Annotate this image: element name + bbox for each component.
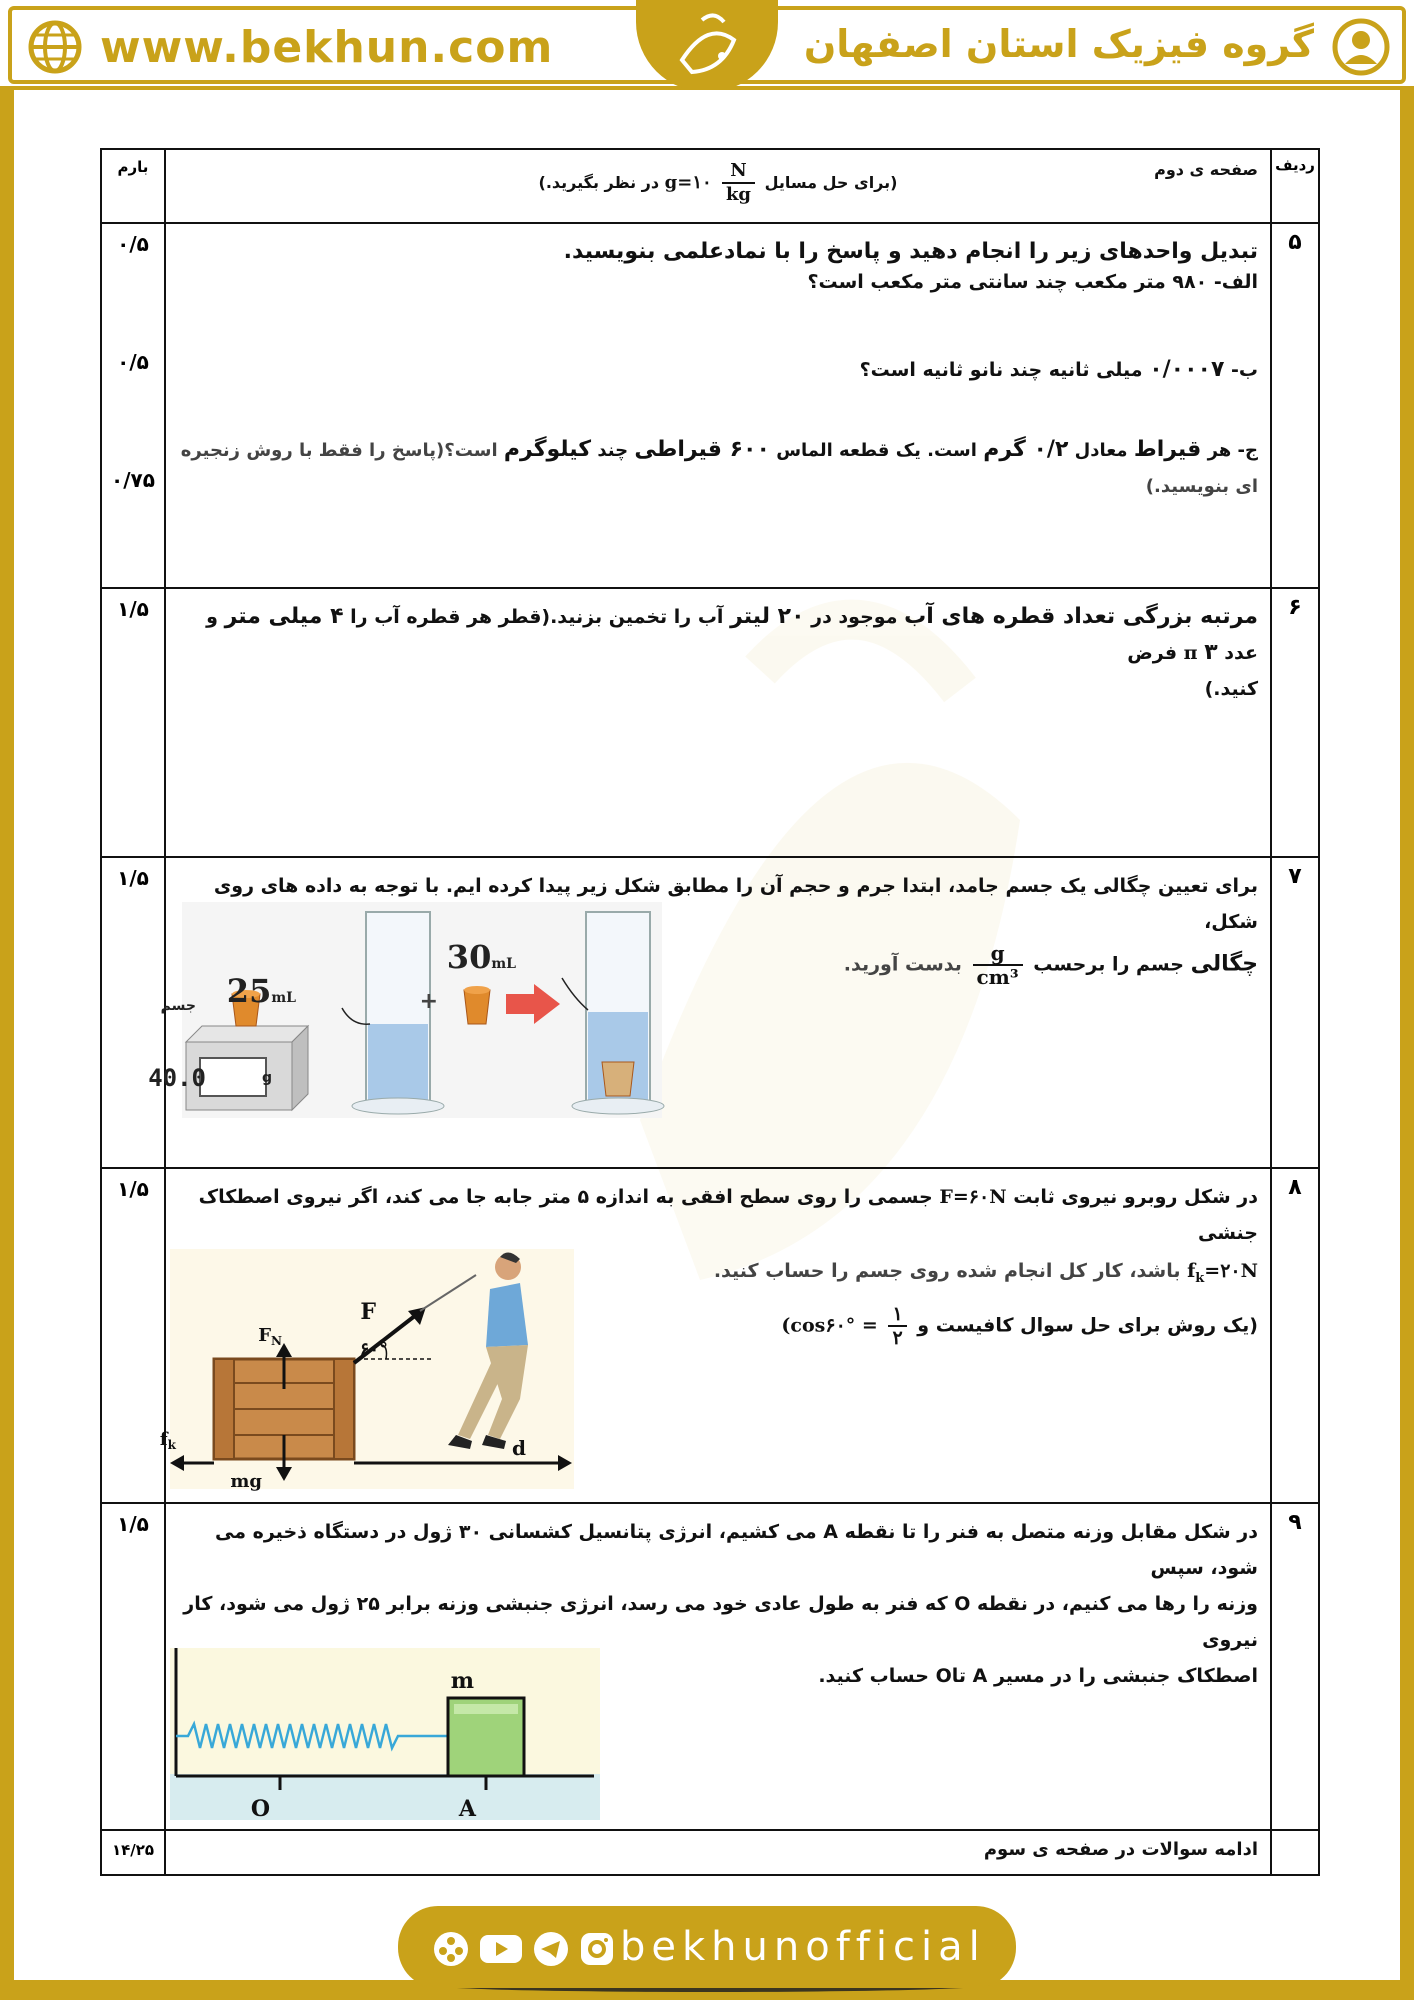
q5-b-post: میلی ثانیه چند نانو ثانیه است؟	[859, 359, 1143, 381]
empty-number-cell	[1271, 1830, 1319, 1875]
mass-label: m	[450, 1668, 474, 1694]
q8-l1-a: در شکل روبرو نیروی ثابت	[1013, 1186, 1258, 1208]
user-icon	[1332, 18, 1390, 76]
q7-unit-fraction	[973, 942, 1023, 988]
q6-t7: ۳	[1204, 640, 1218, 665]
q7-line1: برای تعیین چگالی یک جسم جامد، ابتدا جرم و حجم آن را مطابق شکل زیر پیدا کرده ایم. با توجه به داده های روی شکل،	[213, 875, 1258, 933]
q5-b-value: ۰/۰۰۰۷	[1149, 357, 1225, 382]
q5-score-c: ۰/۷۵	[111, 468, 155, 492]
youtube-icon[interactable]	[478, 1930, 524, 1968]
q8-l2-c: باشد، کار کل انجام شده روی جسم را حساب کنید.	[713, 1260, 1181, 1282]
plus-sign: +	[419, 989, 438, 1014]
continuation-text: ادامه سوالات در صفحه ی سوم	[165, 1830, 1271, 1875]
site-url[interactable]: www.bekhun.com	[100, 22, 554, 73]
q7-density: چگالی	[1190, 951, 1258, 977]
question-5-body	[165, 223, 1271, 588]
q8-force: F=۶۰N	[939, 1186, 1007, 1208]
q6-t9: فرض	[1127, 642, 1178, 664]
question-6-score: ۱/۵	[101, 588, 165, 857]
q8-l3-b: = cos۶۰°)	[781, 1314, 878, 1337]
question-number: ۹	[1271, 1503, 1319, 1830]
q5-c-3: معادل	[1074, 440, 1128, 461]
scale-reading: 40.0	[148, 1064, 206, 1092]
g-value: g=۱۰	[664, 172, 712, 193]
q5-score-a: ۰/۵	[117, 232, 149, 256]
q9-figure	[170, 1648, 600, 1820]
q6-text	[178, 599, 1258, 707]
top-banner	[0, 0, 1414, 90]
weight-label: mg	[230, 1471, 262, 1492]
q8-figure	[159, 1249, 574, 1492]
score-label-header: بارم	[101, 149, 165, 223]
question-row-8	[101, 1168, 1319, 1503]
q8-line1	[178, 1179, 1258, 1251]
q6-t10: کنید.)	[1204, 678, 1258, 700]
q5-part-a: الف- ۹۸۰ متر مکعب چند سانتی متر مکعب است؟	[807, 271, 1258, 293]
question-7-score: ۱/۵	[101, 857, 165, 1168]
q8-half-fraction: $\frac{۱}{۲}$	[888, 1303, 906, 1349]
g-unit-fraction	[722, 160, 755, 206]
question-9-body	[165, 1503, 1271, 1830]
point-A-label: A	[458, 1796, 476, 1822]
g-note	[178, 156, 1258, 206]
q7-unit-num: g	[973, 942, 1023, 966]
continuation-row	[101, 1830, 1319, 1875]
q7-l2-b: جسم را برحسب	[1033, 953, 1184, 976]
question-number: ۶	[1271, 588, 1319, 857]
total-score: ۱۴/۲۵	[101, 1830, 165, 1875]
telegram-icon[interactable]	[532, 1930, 570, 1968]
q5-b-pre: ب-	[1231, 359, 1258, 381]
bekhun-logo-icon	[662, 0, 754, 92]
q7-l2-c: بدست آورید.	[843, 953, 962, 976]
q5-part-b	[178, 352, 1258, 388]
table-header-row	[101, 149, 1319, 223]
q6-t3: ۲۰ لیتر	[730, 604, 805, 629]
globe-icon	[28, 20, 82, 74]
q9-line3: اصطکاک جنبشی را در مسیر A تاO حساب کنید.	[818, 1665, 1258, 1687]
page-label: صفحه ی دوم	[1154, 160, 1258, 179]
q6-t6: و عدد	[206, 606, 1258, 664]
q6-t1: مرتبه بزرگی تعداد قطره های آب	[904, 604, 1258, 629]
question-5-scores	[101, 223, 165, 588]
q6-t2: موجود در	[811, 606, 898, 628]
q5-part-c	[178, 432, 1258, 505]
friction-label: $f_k$	[159, 1429, 176, 1452]
q5-c-1: ج- هر	[1207, 440, 1258, 461]
question-8-body	[159, 1168, 1271, 1503]
exam-table	[100, 148, 1320, 1876]
q6-t8: π	[1183, 642, 1198, 664]
q5-score-b: ۰/۵	[117, 350, 149, 374]
question-number: ۵	[1271, 223, 1319, 588]
question-row-7	[101, 857, 1319, 1168]
q9-line1: در شکل مقابل وزنه متصل به فنر را تا نقطه A می کشیم، انرژی پتانسیل کشسانی ۳۰ ژول در دستگاه ذخیره می شود، سپس	[215, 1521, 1258, 1579]
social-footer	[398, 1906, 1016, 1988]
g-expression	[665, 160, 759, 206]
instagram-icon[interactable]	[578, 1930, 616, 1968]
angle-label: ۶۰°	[359, 1339, 388, 1360]
question-row-9	[101, 1503, 1319, 1830]
object-label: جسم	[160, 998, 196, 1014]
q9-line2: وزنه را رها می کنیم، در نقطه O که فنر به طول عادی خود می رسد، انرژی جنبشی وزنه برابر ۲۵ ژول می شود، کار نیروی	[183, 1593, 1258, 1651]
volume-2: 30mL	[446, 938, 516, 976]
question-6-body	[165, 588, 1271, 857]
unit-numerator: N	[722, 160, 755, 184]
q5-title: تبدیل واحدهای زیر را انجام دهید و پاسخ را با نمادعلمی بنویسید.	[563, 239, 1258, 264]
q7-figure	[148, 902, 662, 1118]
q5-c-5: است. یک قطعه الماس	[776, 440, 977, 461]
question-9-score: ۱/۵	[101, 1503, 165, 1830]
question-7-body	[148, 857, 1271, 1168]
q5-c-8: کیلوگرم	[503, 437, 592, 462]
question-number: ۷	[1271, 857, 1319, 1168]
question-8-score: ۱/۵	[101, 1168, 165, 1503]
header-note-cell	[165, 149, 1271, 223]
question-number: ۸	[1271, 1168, 1319, 1503]
scale-unit: g	[261, 1070, 272, 1086]
question-row-6	[101, 588, 1319, 857]
g-note-pre: (برای حل مسایل	[764, 173, 898, 192]
row-label-header: ردیف	[1271, 149, 1319, 223]
applied-force-label: F	[360, 1299, 376, 1325]
q5-c-6: ۶۰۰ قیراطی	[634, 437, 770, 462]
normal-force-label: $F_N$	[258, 1325, 282, 1348]
q8-friction: $f_k=۲۰N$	[1187, 1260, 1258, 1286]
q6-t4: آب را تخمین بزنید.(قطر هر قطره آب را	[350, 606, 724, 628]
question-row-5	[101, 223, 1319, 588]
social-handle[interactable]: bekhunofficial	[620, 1924, 986, 1970]
aparat-icon[interactable]	[432, 1930, 470, 1968]
q8-l3-a: (یک روش برای حل سوال کافیست و	[917, 1314, 1258, 1337]
q5-c-4: ۰/۲ گرم	[983, 437, 1069, 462]
unit-denominator: kg	[725, 184, 752, 205]
q5-c-2: قیراط	[1133, 437, 1202, 462]
group-title: گروه فیزیک استان اصفهان	[803, 22, 1314, 66]
q7-unit-den: cm³	[976, 965, 1019, 989]
q5-c-9: است؟(پاسخ را فقط با روش زنجیره ای بنویسید.)	[180, 440, 1258, 497]
displacement-label: d	[512, 1436, 526, 1460]
q6-t5: ۴ میلی متر	[224, 604, 344, 629]
q5-c-7: چند	[597, 440, 629, 461]
volume-1: 25mL	[226, 972, 296, 1010]
q8-l1-c: جسمی را روی سطح افقی به اندازه ۵ متر جابه جا می کند، اگر نیروی اصطکاک جنشی	[198, 1186, 1258, 1244]
point-O-label: O	[250, 1796, 270, 1822]
g-note-post: در نظر بگیرید.)	[538, 173, 660, 192]
